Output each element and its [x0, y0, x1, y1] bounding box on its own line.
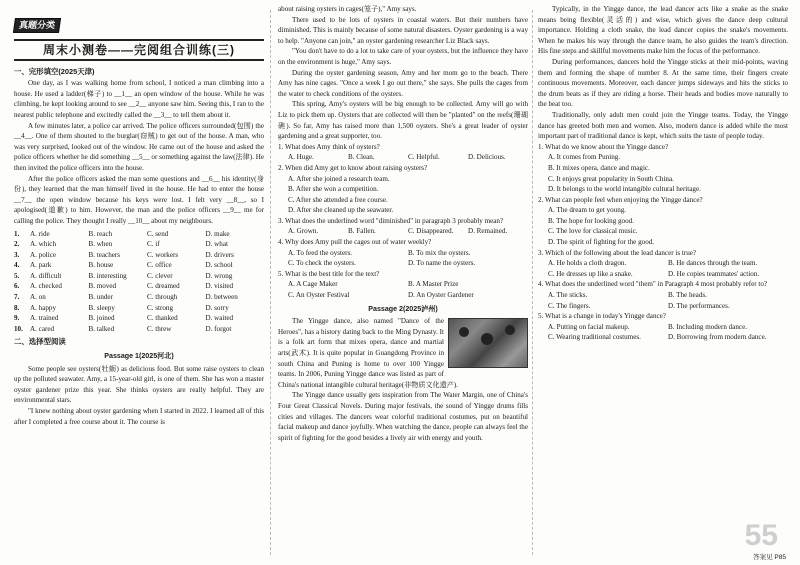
column-middle — [278, 4, 528, 442]
question: 3. What does the underlined word "diminished" in paragraph 3 probably mean? — [278, 216, 504, 225]
option-row: 1. A. ride B. reach C. send D. make — [14, 229, 230, 238]
choice[interactable]: D. The spirit of fighting for the good. — [548, 238, 655, 247]
question: 1. What do we know about the Yingge dance? — [538, 142, 669, 151]
passage2-title: Passage 2(2025泸州) — [368, 304, 438, 313]
question: 2. What can people feel when enjoying the Yingge dance? — [538, 195, 703, 204]
question: 1. What does Amy think of oysters? — [278, 142, 380, 151]
option-row: 3. A. police B. teachers C. workers D. drivers — [14, 250, 234, 259]
choice-row: A. Grown. B. Fallen. C. Disappeared. D. Remained. — [288, 227, 508, 236]
choice-row: C. Wearing traditional costumes. D. Borrowing from modern dance. — [548, 333, 767, 342]
cloze-paragraph: A few minutes later, a police car arrived. The police officers surrounded(包围) the __4__. One of them shouted to the burglar(窃贼) to get out of the house. A man, who was very surprised, looked out of the window. He came out of the house and asked the police officers whether he did something __5__ or something against the law(法律). He then invited the police officers into the house. — [14, 121, 264, 172]
choice-row: A. Huge. B. Clean. C. Helpful. D. Delicious. — [288, 153, 506, 162]
choice[interactable]: B. After she won a competition. — [288, 185, 379, 194]
passage1-paragraph: Some people see oysters(牡蛎) as delicious food. But some raise oysters to clean up the polluted seawater. Amy, a 15-year-old girl, is one of them. She has won a master oyster gardener prize this year. She thinks oysters are really helpful. They are environmental stars. — [14, 364, 264, 405]
option-row: 9. A. trained B. joined C. thanked D. waited — [14, 314, 234, 323]
choice[interactable]: C. After she attended a free course. — [288, 195, 388, 204]
column-divider — [270, 10, 271, 555]
question: 4. What does the underlined word "them" in Paragraph 4 most probably refer to? — [538, 280, 768, 289]
passage1-questions — [278, 142, 528, 301]
question: 2. When did Amy get to know about raising oysters? — [278, 163, 428, 172]
cloze-paragraph: One day, as I was walking home from school, I noticed a man climbing into a house. He used a ladder(梯子) to __1__ an open window of the house. While he was climbing, he kept looking around to see __2__ anyone saw him. Seeing this, I ran to the nearest public telephone and excitedly called the __3__ to tell them about it. — [14, 79, 264, 119]
passage1-paragraph: This spring, Amy's oysters will be big enough to be collected. Amy will go with Liz to pick them up. Oysters that are collected will then be "planted" on the reefs(珊瑚礁). So far, Amy has raised more than 1,500 oysters. She's a great leader of oyster gardening and a great supporter, too. — [278, 100, 528, 141]
option-row: 6. A. checked B. moved C. dreamed D. visited — [14, 282, 234, 291]
cloze-options — [14, 229, 264, 335]
passage1-paragraph: There used to be lots of oysters in coastal waters. But their numbers have diminished. This is mainly because of some natural disasters. Oyster gardening is a way to help. "Anyone can join," an oyster gardening researcher Liz Black says. — [278, 15, 528, 45]
page-title: 周末小测卷——完阅组合训练(三) — [14, 39, 264, 61]
passage2-paragraph: During performances, dancers hold the Yingge sticks at their mid-points, waving them and forming the shape of number 8. At the same time, their fingers create continuous movements. Moreover, each dancer jumps sideways and hits the sticks to the drum beats as if they are riding a horse. Their heads and bodies move naturally to the beat too. — [538, 57, 788, 109]
page-number-watermark: 55 — [744, 519, 778, 552]
choice-row: A. The sticks. B. The heads. — [548, 291, 707, 300]
passage1-paragraph: about raising oysters in cages(笼子)," Amy says. — [278, 5, 417, 13]
column-left — [14, 18, 264, 427]
question: 5. What is the best title for the text? — [278, 269, 380, 278]
section2-heading: 二、选择型阅读 — [14, 337, 66, 347]
category-tag: 真题分类 — [13, 18, 61, 33]
passage2-questions — [538, 142, 788, 343]
choice[interactable]: A. The dream to get young. — [548, 206, 627, 215]
choice[interactable]: C. It enjoys great popularity in South China. — [548, 174, 674, 183]
choice-row: C. An Oyster Festival D. An Oyster Gardener — [288, 291, 474, 300]
cloze-paragraph: After the police officers asked the man some questions and __6__ his identity(身份), they learned that the man himself lived in the house. He had to enter the house __7__ the open window because his keys were lost. I felt very __8__, so I apologised(道歉) to him. However, the man and the police officers __9__ me for calling the police. They thought I really __10__ about my neighbours. — [14, 174, 264, 225]
passage2-paragraph: Typically, in the Yingge dance, the lead dancer acts like a snake as the snake means being flexible(灵活的) and wise, which gives the dance deep cultural importance. Holding a cloth snake, the lead dancer copies the snake's movements. When he makes his way through the dance team, he also guides the team's direction. His fine steps and skillful movements make him the focus of the performance. — [538, 5, 788, 56]
choice[interactable]: D. After she cleaned up the seawater. — [288, 206, 394, 215]
answer-page-reference: 答案见 P85 — [753, 554, 786, 561]
choice[interactable]: B. It mixes opera, dance and magic. — [548, 163, 650, 172]
option-row: 10. A. cared B. talked C. threw D. forgot — [14, 324, 232, 333]
choice[interactable]: D. It belongs to the world intangible cultural heritage. — [548, 185, 701, 194]
option-row: 8. A. happy B. sleepy C. strong D. sorry — [14, 303, 229, 312]
choice-row: C. To check the oysters. D. To name the oysters. — [288, 259, 476, 268]
option-row: 7. A. on B. under C. through D. between — [14, 293, 238, 302]
question: 4. Why does Amy pull the cages out of water weekly? — [278, 238, 432, 247]
passage1-paragraph: "You don't have to do a lot to take care of your oysters, but the influence they have on the environment is huge," Amy says. — [278, 47, 528, 66]
choice-row: C. The fingers. D. The performances. — [548, 301, 730, 310]
choice[interactable]: A. It comes from Puning. — [548, 153, 621, 162]
column-divider — [532, 10, 533, 555]
choice[interactable]: C. The love for classical music. — [548, 227, 638, 236]
passage1-title: Passage 1(2025河北) — [104, 352, 174, 361]
choice-row: A. He holds a cloth dragon. B. He dances through the team. — [548, 259, 758, 268]
column-right — [538, 4, 788, 343]
question: 5. What is a change in today's Yingge dance? — [538, 312, 666, 321]
choice-row: A. Putting on facial makeup. B. Including modern dance. — [548, 322, 747, 331]
passage2-paragraph: The Yingge dance usually gets inspiration from The Water Margin, one of China's Four Great Classical Novels. During major festivals, the sound of Yingge drums fills cities and villages. The dancers wear colorful traditional costumes, put on beautiful facial makeup and dance joyfully. When watching the dance, people can always feel the spirit of fighting for the good besides a lively air with energy and youth. — [278, 391, 528, 442]
choice-row: C. He dresses up like a snake. D. He copies teammates' action. — [548, 269, 760, 278]
option-row: 2. A. which B. when C. if D. what — [14, 240, 228, 249]
passage2-paragraph: Traditionally, only adult men could join the Yingge teams. Today, the Yingge dance has greeted both men and women. Also, modern dance is added while the most important part of traditional dance is kept, which suits the taste of people today. — [538, 110, 788, 141]
option-row: 4. A. park B. house C. office D. school — [14, 261, 233, 270]
question: 3. Which of the following about the lead dancer is true? — [538, 248, 697, 257]
passage1-paragraph: During the oyster gardening season, Amy and her mom go to the beach. There Amy has nine cages. "Once a week I go out there," she says. She pulls the cages from the water to check conditions of the oysters. — [278, 68, 528, 98]
passage2-paragraph: The Yingge dance, also named "Dance of the Heroes", has a history dating back to the Ming Dynasty. It is a folk art form that mixes opera, dance and martial arts(武术). It is quite popular in Guangdong Province in south China and Puning is home to over 100 Yingge teams. In 2006, Puning Yingge dance was listed as part of China's national intangible cultural heritage(非物质文化遗产). — [278, 317, 458, 389]
choice[interactable]: A. After she joined a research team. — [288, 174, 390, 183]
section1-heading: 一、完形填空(2025天津) — [14, 66, 95, 76]
passage1-paragraph: "I knew nothing about oyster gardening when I started in 2022. I learned all of this after I completed a free course about it. The course is — [14, 407, 264, 426]
choice-row: A. To feed the oysters. B. To mix the oysters. — [288, 248, 471, 257]
yingge-dance-photo — [448, 318, 528, 368]
choice-row: A. A Cage Maker B. A Master Prize — [288, 280, 459, 289]
choice[interactable]: B. The hope for looking good. — [548, 216, 634, 225]
option-row: 5. A. difficult B. interesting C. clever D. wrong — [14, 271, 233, 280]
